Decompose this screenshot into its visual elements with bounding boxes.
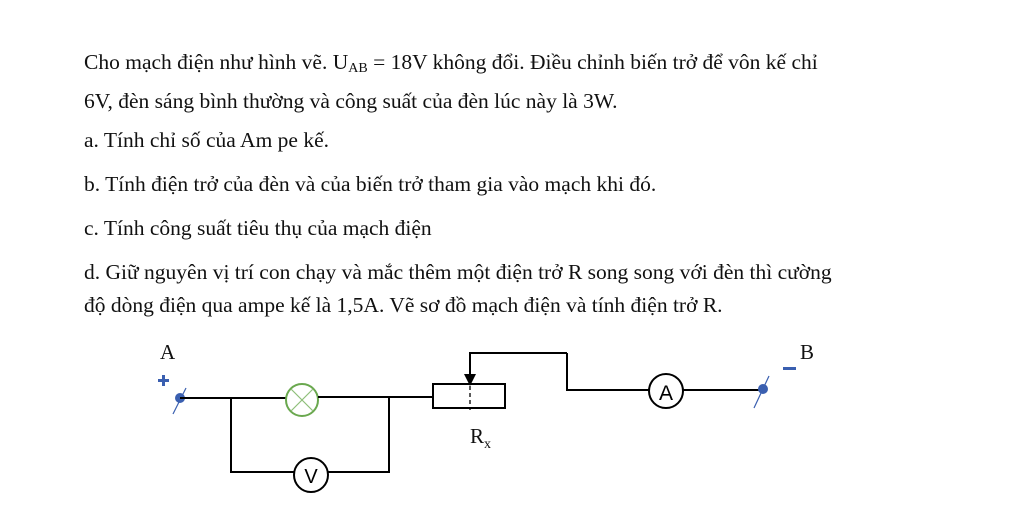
minus-sign-icon [783, 367, 796, 370]
question-d-line2: độ dòng điện qua ampe kế là 1,5A. Vẽ sơ đồ mạch điện và tính điện trở R. [84, 293, 723, 317]
wire-slider-ammeter [567, 353, 649, 390]
question-b: b. Tính điện trở của đèn và của biến trở tham gia vào mạch khi đó. [84, 172, 657, 196]
rheostat-body [433, 384, 505, 408]
plus-sign-icon [158, 375, 169, 386]
voltage-subscript: AB [348, 61, 368, 76]
wire-voltmeter-left [231, 398, 294, 472]
question-d [84, 256, 964, 322]
voltmeter-icon [294, 458, 328, 492]
ammeter-icon [649, 374, 683, 408]
wire-slider [470, 353, 567, 376]
terminal-a-label: A [160, 340, 176, 364]
rheostat-label: $R_x$ [470, 424, 492, 452]
lamp-icon [286, 384, 318, 416]
question-a: a. Tính chỉ số của Am pe kế. [84, 128, 330, 152]
problem-line1-post: = 18V không đổi. Điều chỉnh biến trở để vôn kế chỉ [367, 50, 818, 74]
terminal-b-node [758, 384, 768, 394]
terminal-b-label: B [800, 340, 815, 364]
problem-statement [84, 46, 964, 118]
circuit-diagram [0, 330, 1024, 511]
wire-voltmeter-right [328, 397, 389, 472]
ammeter-symbol: A [658, 382, 674, 405]
problem-line1-pre: Cho mạch điện như hình vẽ. U [84, 50, 349, 74]
question-c: c. Tính công suất tiêu thụ của mạch điện [84, 216, 432, 240]
voltmeter-symbol: V [304, 466, 318, 488]
question-d-line1: d. Giữ nguyên vị trí con chạy và mắc thêm một điện trở R song song với đèn thì cường [84, 260, 832, 284]
problem-line2: 6V, đèn sáng bình thường và công suất của đèn lúc này là 3W. [84, 89, 618, 113]
